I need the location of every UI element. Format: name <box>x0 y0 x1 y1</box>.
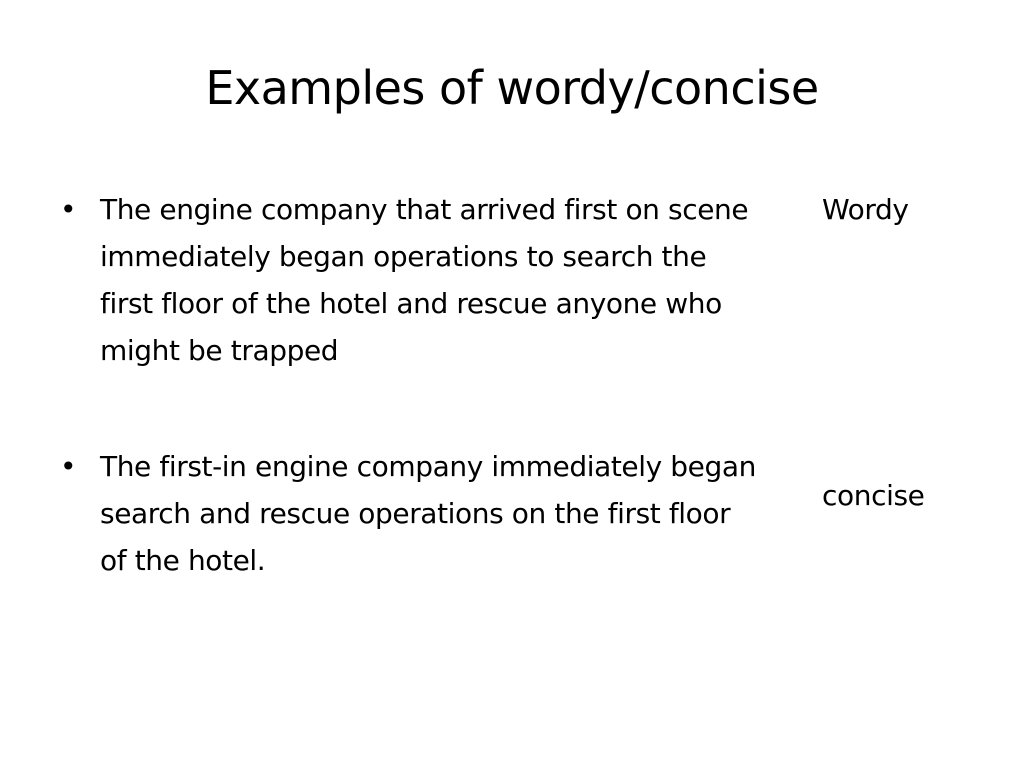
bullet-item-wordy <box>60 186 760 374</box>
slide-title: Examples of wordy/concise <box>205 61 819 115</box>
bullet-item-concise <box>60 443 760 584</box>
example-label-concise: concise <box>822 479 925 512</box>
bullet-icon: • <box>60 193 77 226</box>
bullet-icon: • <box>60 450 77 483</box>
example-label-wordy: Wordy <box>822 193 909 226</box>
bullet-text: The engine company that arrived first on scene immediately began operations to search the first floor of the hotel and rescue anyone who might be trapped <box>100 193 749 367</box>
bullet-text: The first-in engine company immediately began search and rescue operations on the first floor of the hotel. <box>100 450 756 577</box>
